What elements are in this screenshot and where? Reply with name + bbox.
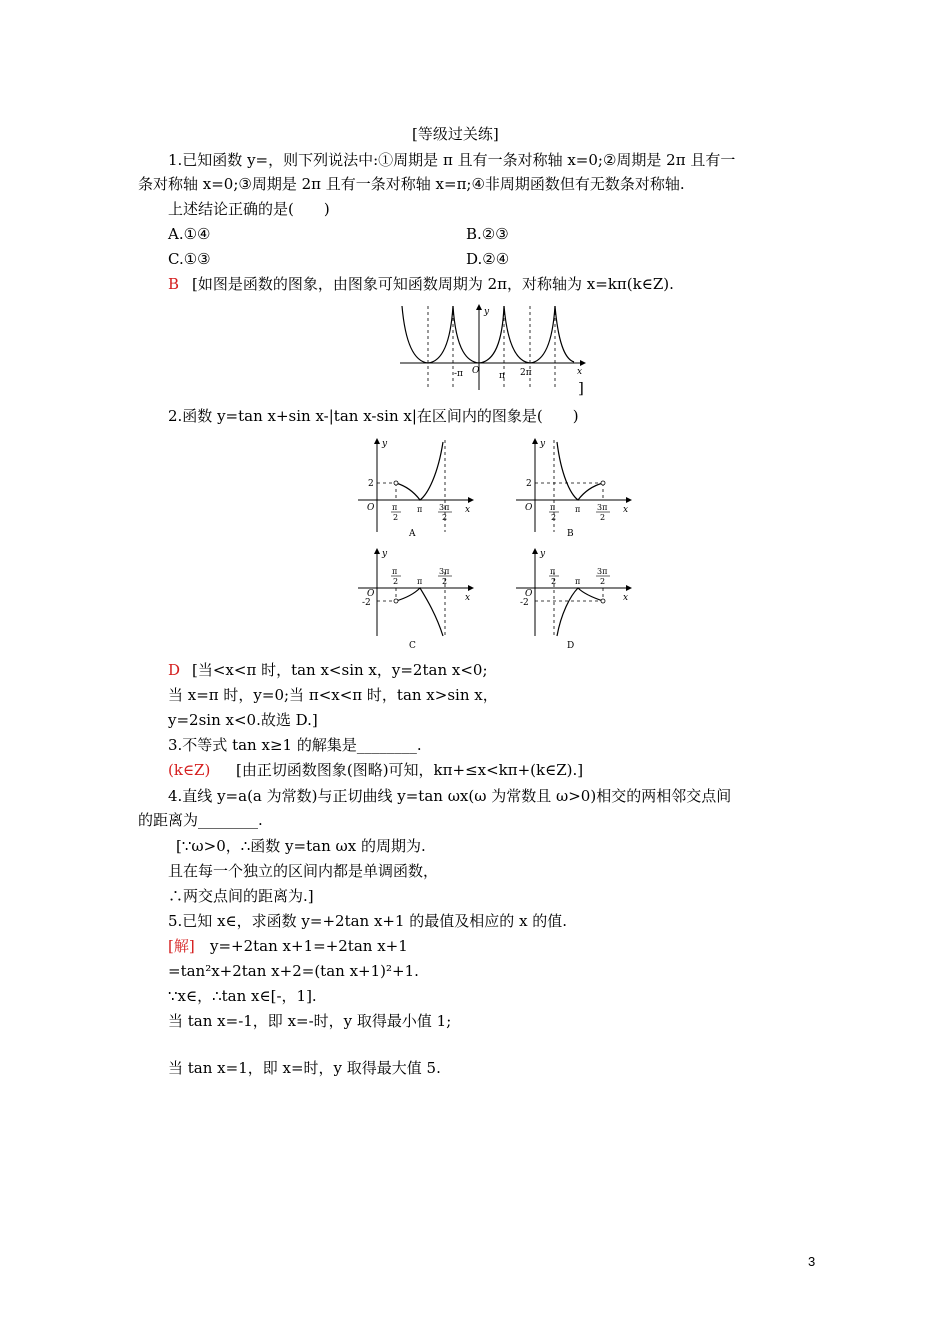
q1-graph-x-label: x xyxy=(577,367,583,377)
graph-b-caption: B xyxy=(567,529,574,539)
graph-a-caption: A xyxy=(409,529,416,539)
graph-b-x: x xyxy=(623,505,629,515)
q4-answer-line3: ∴两交点间的距离为.] xyxy=(168,887,314,905)
graph-d-half-pi-num: π xyxy=(550,567,556,576)
graph-d-caption: D xyxy=(567,641,575,651)
graph-d-3pi-den: 2 xyxy=(600,577,606,586)
q1-graph-neg-pi: -π xyxy=(454,369,463,379)
q5-solve-tag: [解] xyxy=(168,937,195,955)
q1-graph-y-label: y xyxy=(484,307,490,317)
q1-option-c: C.①③ xyxy=(168,250,211,268)
graph-b-pi: π xyxy=(575,505,581,514)
q4-answer-line1: [∵ω>0，∴函数 y=tan ωx 的周期为. xyxy=(176,837,426,855)
graph-b-origin: O xyxy=(525,503,533,513)
q2-graph-d xyxy=(514,544,634,652)
q2-graph-a xyxy=(356,434,476,540)
graph-c-caption: C xyxy=(409,641,416,651)
graph-c-x: x xyxy=(465,593,471,603)
graph-a-3pi-den: 2 xyxy=(442,513,448,522)
q5-line2: y=+2tan x+1=+2tan x+1 xyxy=(210,937,408,955)
q1-line3: 上述结论正确的是( ) xyxy=(168,200,330,218)
graph-d-half-pi-den: 2 xyxy=(551,577,557,586)
graph-a-half-pi-num: π xyxy=(392,503,398,512)
graph-d-y: y xyxy=(540,549,546,559)
q4-line1: 4.直线 y=a(a 为常数)与正切曲线 y=tan ωx(ω 为常数且 ω>0)相交的两相邻交点间 xyxy=(168,787,732,805)
graph-b-3pi-den: 2 xyxy=(600,513,606,522)
q1-option-a: A.①④ xyxy=(168,225,211,243)
q1-line1: 1.已知函数 y=，则下列说法中:①周期是 π 且有一条对称轴 x=0;②周期是 2π 且有一 xyxy=(168,151,736,169)
graph-a-value: 2 xyxy=(368,479,374,489)
q1-option-d: D.②④ xyxy=(466,250,510,268)
q5-line4: ∵x∈，∴tan x∈[-，1]. xyxy=(168,987,317,1005)
page-number: 3 xyxy=(808,1254,816,1269)
q2-line1: 2.函数 y=tan x+sin x-|tan x-sin x|在区间内的图象是( ) xyxy=(168,407,579,425)
q1-line2: 条对称轴 x=0;③周期是 2π 且有一条对称轴 x=π;④非周期函数但有无数条对称轴. xyxy=(138,175,685,193)
graph-d-value: -2 xyxy=(520,598,529,608)
q1-close-bracket: ] xyxy=(578,379,584,397)
graph-a-pi: π xyxy=(417,505,423,514)
graph-a-x: x xyxy=(465,505,471,515)
q3-answer-text: [由正切函数图象(图略)可知，kπ+≤x<kπ+(k∈Z).] xyxy=(236,761,584,779)
q5-line1: 5.已知 x∈，求函数 y=+2tan x+1 的最值及相应的 x 的值. xyxy=(168,912,568,930)
graph-b-half-pi-num: π xyxy=(550,503,556,512)
graph-b-y: y xyxy=(540,439,546,449)
q3-line1: 3.不等式 tan x≥1 的解集是________. xyxy=(168,736,422,754)
graph-d-3pi-num: 3π xyxy=(597,567,608,576)
graph-b-3pi-num: 3π xyxy=(597,503,608,512)
q4-answer-line2: 且在每一个独立的区间内都是单调函数， xyxy=(168,862,439,880)
section-title: [等级过关练] xyxy=(412,125,499,143)
graph-d-x: x xyxy=(623,593,629,603)
graph-c-3pi-num: 3π xyxy=(439,567,450,576)
q5-line5: 当 tan x=-1，即 x=-时，y 取得最小值 1; xyxy=(168,1012,452,1030)
graph-a-y: y xyxy=(382,439,388,449)
graph-d-origin: O xyxy=(525,589,533,599)
graph-b-half-pi-den: 2 xyxy=(551,513,557,522)
graph-a-half-pi-den: 2 xyxy=(393,513,399,522)
q2-graph-b xyxy=(514,434,634,540)
q5-line3: =tan²x+2tan x+2=(tan x+1)²+1. xyxy=(168,962,419,980)
q1-function-graph xyxy=(396,302,586,394)
q2-graph-c xyxy=(356,544,476,652)
graph-b-value: 2 xyxy=(526,479,532,489)
graph-c-origin: O xyxy=(367,589,375,599)
graph-c-half-pi-num: π xyxy=(392,567,398,576)
q1-option-b: B.②③ xyxy=(466,225,509,243)
q1-answer-letter: B xyxy=(168,275,180,293)
q2-answer-line1: [当<x<π 时，tan x<sin x，y=2tan x<0; xyxy=(192,661,488,679)
q2-answer-line2: 当 x=π 时，y=0;当 π<x<π 时，tan x>sin x， xyxy=(168,686,498,704)
q4-line2: 的距离为________. xyxy=(138,811,263,829)
q1-answer-text: [如图是函数的图象，由图象可知函数周期为 2π，对称轴为 x=kπ(k∈Z). xyxy=(192,275,674,293)
graph-c-value: -2 xyxy=(362,598,371,608)
graph-d-pi: π xyxy=(575,577,581,586)
graph-c-half-pi-den: 2 xyxy=(393,577,399,586)
q1-graph-origin: O xyxy=(472,366,480,376)
q1-graph-pi: π xyxy=(499,371,505,381)
q1-graph-two-pi: 2π xyxy=(520,368,532,378)
q2-answer-letter: D xyxy=(168,661,181,679)
graph-a-origin: O xyxy=(367,503,375,513)
graph-c-pi: π xyxy=(417,577,423,586)
graph-a-3pi-num: 3π xyxy=(439,503,450,512)
graph-c-3pi-den: 2 xyxy=(442,577,448,586)
graph-c-y: y xyxy=(382,549,388,559)
q5-line6: 当 tan x=1，即 x=时，y 取得最大值 5. xyxy=(168,1059,441,1077)
q2-answer-line3: y=2sin x<0.故选 D.] xyxy=(168,711,318,729)
q3-answer-tag: (k∈Z) xyxy=(168,761,211,779)
